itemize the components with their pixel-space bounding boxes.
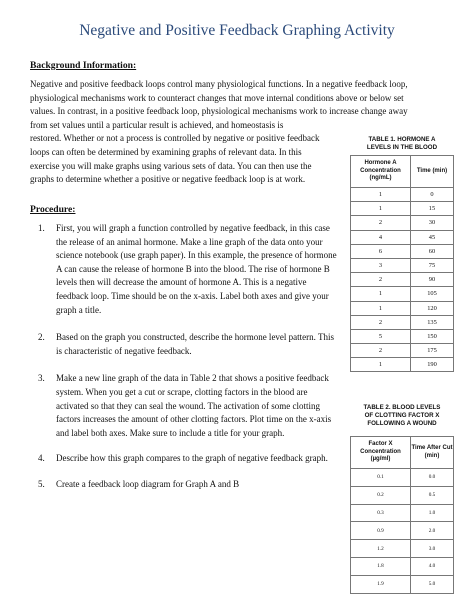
procedure-step xyxy=(30,331,338,358)
table1-cell: 1 xyxy=(351,358,411,372)
table2-cell: 4.0 xyxy=(411,557,454,575)
table2 xyxy=(350,436,454,594)
table2-cell: 0.1 xyxy=(351,469,411,487)
table1-cell: 2 xyxy=(351,273,411,287)
table1-row xyxy=(351,329,454,343)
table1-row xyxy=(351,315,454,329)
step-number: 2. xyxy=(38,332,45,343)
step-number: 5. xyxy=(38,478,45,489)
table1-cell: 3 xyxy=(351,258,411,272)
table1-cell: 2 xyxy=(351,216,411,230)
table2-caption-line: OF CLOTTING FACTOR X xyxy=(364,412,440,419)
table1-cell: 75 xyxy=(411,258,454,272)
page-title: Negative and Positive Feedback Graphing Activity xyxy=(79,22,395,39)
table1-cell: 1 xyxy=(351,188,411,202)
table1-cell: 1 xyxy=(351,287,411,301)
table1-row xyxy=(351,202,454,216)
procedure-step xyxy=(30,222,338,317)
table2-row xyxy=(351,486,454,504)
table1-row xyxy=(351,258,454,272)
table1-cell: 30 xyxy=(411,216,454,230)
table1-caption-line: TABLE 1. HORMONE A xyxy=(368,136,436,143)
table1-cell: 90 xyxy=(411,273,454,287)
table1-row xyxy=(351,216,454,230)
table1-cell: 15 xyxy=(411,202,454,216)
table2-caption-line: TABLE 2. BLOOD LEVELS xyxy=(363,404,441,411)
background-line: values. In contrast, in a positive feedback loop, physiological mechanisms work to increase change away xyxy=(30,106,408,117)
table1-cell: 175 xyxy=(411,344,454,358)
table2-cell: 1.2 xyxy=(351,540,411,558)
table1-body xyxy=(351,188,454,372)
table2-caption xyxy=(348,404,456,428)
step-text: Based on the graph you constructed, describe the hormone level pattern. This is characteristic of negative feedback. xyxy=(56,332,335,356)
table1-row xyxy=(351,301,454,315)
table2-cell: 0.0 xyxy=(411,469,454,487)
table1-cell: 0 xyxy=(411,188,454,202)
step-text: First, you will graph a function controlled by negative feedback, in this case the release of an animal hormone. Make a line graph of the data onto your science notebook (use graph paper). In this example, the presence of hormone A can cause the release of hormone B into the blood. The rise of hormone B levels then will decrease the amount of hormone A. This is a negative feedback loop. Time should be on the x-axis. Label both axes and give your graph a title. xyxy=(56,223,337,315)
background-line: physiological mechanisms work to counteract changes that move internal conditions above or below set xyxy=(30,92,404,103)
background-text-wrapped: restored. Whether or not a process is controlled by negative or positive feedback loops can often be determined by examining graphs of relevant data. In this exercise you will make graphs using various sets of data. You can then use the graphs to determine whether a positive or negative feedback loop is at work. xyxy=(30,133,320,185)
table2-row xyxy=(351,540,454,558)
step-number: 3. xyxy=(38,373,45,384)
table1-row xyxy=(351,344,454,358)
table1-cell: 5 xyxy=(351,329,411,343)
table1-row xyxy=(351,230,454,244)
table2-body xyxy=(351,469,454,594)
table1-cell: 6 xyxy=(351,244,411,258)
table2-cell: 0.5 xyxy=(411,486,454,504)
table1-cell: 4 xyxy=(351,230,411,244)
table2-cell: 1.0 xyxy=(411,504,454,522)
step-text: Describe how this graph compares to the graph of negative feedback graph. xyxy=(56,453,328,464)
table1-cell: 60 xyxy=(411,244,454,258)
table1-caption-line: LEVELS IN THE BLOOD xyxy=(366,144,438,151)
table1-col2-header: Time (min) xyxy=(411,156,454,188)
step-number: 1. xyxy=(38,223,45,233)
table1 xyxy=(350,155,454,372)
table1-row xyxy=(351,287,454,301)
background-line: Negative and positive feedback loops control many physiological functions. In a negative feedback loop, xyxy=(30,79,408,89)
background-heading: Background Information: xyxy=(30,60,137,71)
table1-cell: 1 xyxy=(351,202,411,216)
background-line: from set values until a particular result is achieved, and homeostasis is xyxy=(30,119,284,130)
table2-cell: 0.9 xyxy=(351,522,411,540)
table1-row xyxy=(351,244,454,258)
table2-row xyxy=(351,522,454,540)
table1-cell: 2 xyxy=(351,315,411,329)
table1-col1-header: Hormone A Concentration (ng/mL) xyxy=(351,156,411,188)
table2-cell: 1.8 xyxy=(351,557,411,575)
table2-row xyxy=(351,504,454,522)
table2-cell: 5.0 xyxy=(411,575,454,593)
table1-row xyxy=(351,188,454,202)
table1-row xyxy=(351,273,454,287)
table2-col2-header: Time After Cut (min) xyxy=(411,437,454,469)
table2-cell: 3.0 xyxy=(411,540,454,558)
table1-cell: 135 xyxy=(411,315,454,329)
table1-caption xyxy=(348,136,456,152)
table1-cell: 45 xyxy=(411,230,454,244)
procedure-step xyxy=(30,478,338,492)
table1-cell: 2 xyxy=(351,344,411,358)
procedure-step xyxy=(30,452,338,466)
table2-cell: 0.3 xyxy=(351,504,411,522)
step-text: Create a feedback loop diagram for Graph A and B xyxy=(56,478,240,489)
table2-cell: 0.2 xyxy=(351,486,411,504)
table2-col1-header: Factor X Concentration (µg/ml) xyxy=(351,437,411,469)
table1-cell: 120 xyxy=(411,301,454,315)
table2-cell: 2.0 xyxy=(411,522,454,540)
procedure-heading: Procedure: xyxy=(30,204,76,215)
table1-cell: 1 xyxy=(351,301,411,315)
table1-cell: 150 xyxy=(411,329,454,343)
table2-row xyxy=(351,575,454,593)
table2-row xyxy=(351,557,454,575)
procedure-step xyxy=(30,372,338,440)
step-number: 4. xyxy=(38,453,45,464)
step-text: Make a new line graph of the data in Table 2 that shows a positive feedback system. When you get a cut or scrape, clotting factors in the blood are activated so that they can seal the wound. The activation of some clotting factors increases the amount of other clotting factors. Plot time on the x-axis and label both axes. Make sure to include a title for your graph. xyxy=(56,373,332,438)
table1-row xyxy=(351,358,454,372)
table1-cell: 105 xyxy=(411,287,454,301)
table2-row xyxy=(351,469,454,487)
table2-caption-line: FOLLOWING A WOUND xyxy=(367,420,437,427)
table1-cell: 190 xyxy=(411,358,454,372)
table2-cell: 1.9 xyxy=(351,575,411,593)
procedure-steps xyxy=(30,222,338,502)
